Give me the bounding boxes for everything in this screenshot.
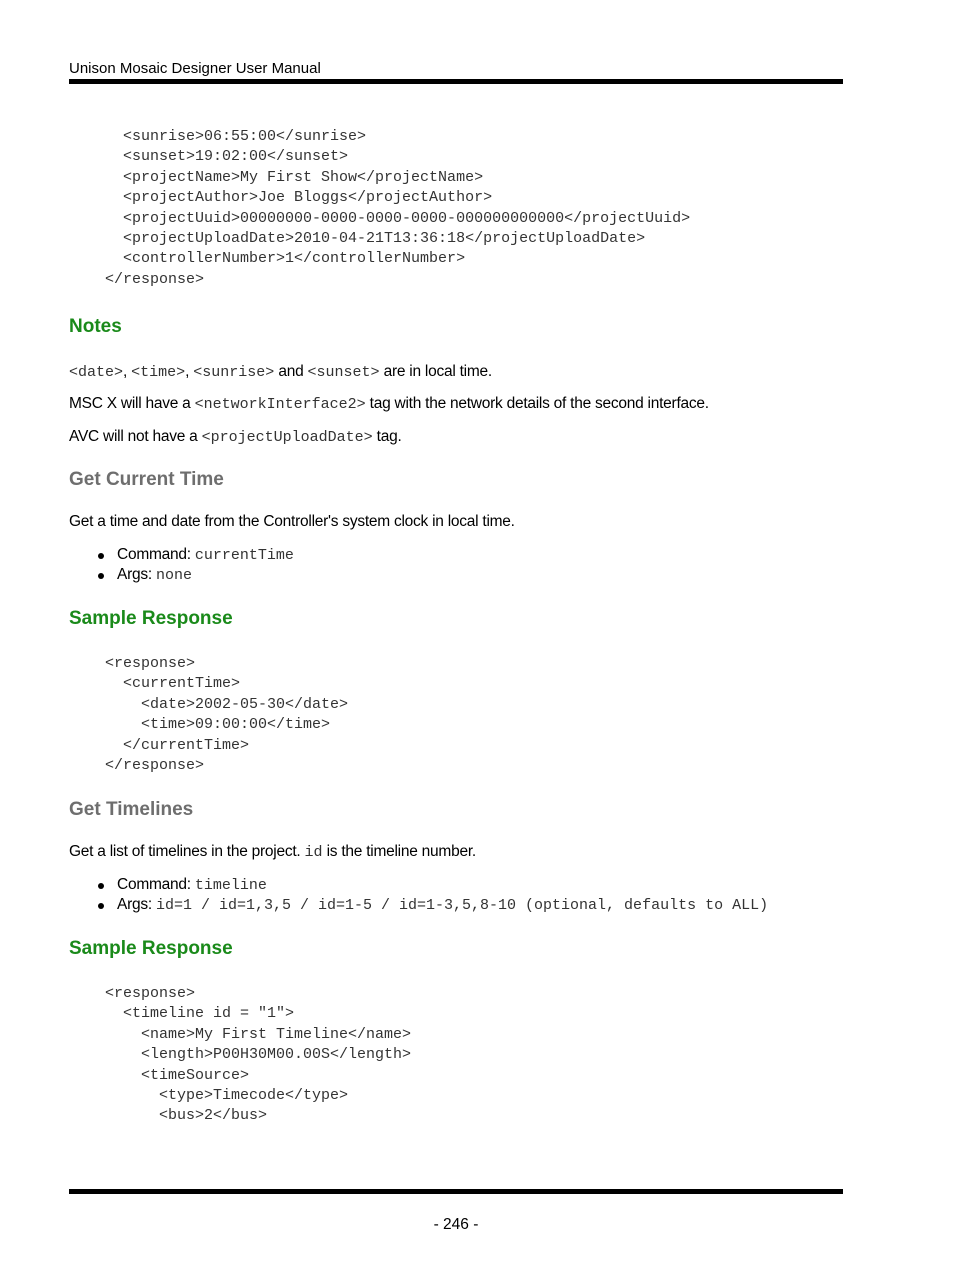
code-line: </currentTime>	[69, 736, 250, 754]
list-item	[69, 875, 768, 895]
notes-paragraph-avc	[69, 427, 402, 448]
list-item	[69, 895, 768, 915]
paragraph-text: MSC X will have a	[69, 395, 195, 412]
code-line: <type>Timecode</type>	[69, 1086, 349, 1104]
footer-rule	[69, 1189, 843, 1194]
separator-text: ,	[123, 363, 132, 380]
get-current-time-bullets	[69, 545, 294, 585]
code-line: <timeline id = "1">	[69, 1005, 295, 1023]
paragraph-text: Get a list of timelines in the project.	[69, 843, 305, 860]
get-timelines-description	[69, 842, 476, 863]
header-rule	[69, 79, 843, 84]
page-number: - 246 -	[433, 1216, 479, 1233]
command-value: currentTime	[194, 547, 294, 564]
bullet-icon	[98, 553, 104, 559]
list-item	[69, 565, 294, 585]
manual-title: Unison Mosaic Designer User Manual	[69, 60, 321, 77]
code-line: <name>My First Timeline</name>	[69, 1025, 412, 1043]
inline-code-id: id	[304, 844, 323, 861]
inline-code-sunrise: <sunrise>	[193, 364, 275, 381]
inline-code-date: <date>	[69, 364, 124, 381]
args-label: Args:	[117, 896, 156, 913]
inline-code-sunset: <sunset>	[307, 364, 380, 381]
get-timelines-heading: Get Timelines	[69, 799, 194, 820]
bullet-icon	[98, 903, 104, 909]
inline-code-network-interface: <networkInterface2>	[194, 396, 366, 413]
command-label: Command:	[117, 546, 195, 563]
conjunction-text: and	[274, 363, 308, 380]
args-value: id=1 / id=1,3,5 / id=1-5 / id=1-3,5,8-10 (optional, defaults to ALL)	[155, 897, 769, 914]
command-value: timeline	[194, 877, 267, 894]
code-line: <sunrise>06:55:00</sunrise>	[69, 128, 367, 145]
get-current-time-heading: Get Current Time	[69, 469, 224, 490]
get-timelines-bullets	[69, 875, 768, 915]
code-line: </response>	[69, 756, 205, 774]
code-line: <sunset>19:02:00</sunset>	[69, 148, 349, 166]
bullet-icon	[98, 883, 104, 889]
notes-paragraph-local-time	[69, 362, 492, 383]
list-item	[69, 545, 294, 565]
code-line: <time>09:00:00</time>	[69, 716, 331, 734]
code-line: <projectAuthor>Joe Bloggs</projectAuthor>	[69, 189, 493, 207]
args-label: Args:	[117, 566, 156, 583]
inline-code-project-upload-date: <projectUploadDate>	[201, 429, 373, 446]
args-value: none	[155, 567, 192, 584]
sample-response-heading: Sample Response	[69, 938, 233, 959]
paragraph-text: is the timeline number.	[322, 843, 476, 860]
code-line: <projectName>My First Show</projectName>	[69, 168, 484, 186]
response-code-block	[69, 127, 690, 290]
paragraph-text: tag with the network details of the second interface.	[365, 395, 709, 412]
code-line: <response>	[69, 655, 196, 672]
code-line: <response>	[69, 985, 196, 1002]
bullet-icon	[98, 573, 104, 579]
code-line: <projectUploadDate>2010-04-21T13:36:18</projectUploadDate>	[69, 229, 646, 247]
inline-code-time: <time>	[131, 364, 186, 381]
notes-heading: Notes	[69, 316, 122, 337]
code-line: <currentTime>	[69, 675, 241, 693]
get-current-time-description: Get a time and date from the Controller's system clock in local time.	[69, 513, 515, 530]
sample-response-heading: Sample Response	[69, 608, 233, 629]
separator-text: ,	[185, 363, 194, 380]
code-line: <timeSource>	[69, 1066, 250, 1084]
code-line: </response>	[69, 270, 205, 288]
code-line: <projectUuid>00000000-0000-0000-0000-000000000000</projectUuid>	[69, 209, 691, 227]
current-time-response-code-block	[69, 654, 348, 776]
code-line: <bus>2</bus>	[69, 1107, 268, 1125]
paragraph-text: AVC will not have a	[69, 428, 202, 445]
code-line: <length>P00H30M00.00S</length>	[69, 1046, 412, 1064]
paragraph-text: are in local time.	[379, 363, 492, 380]
notes-paragraph-msc-x	[69, 394, 709, 415]
command-label: Command:	[117, 876, 195, 893]
paragraph-text: tag.	[372, 428, 402, 445]
code-line: <controllerNumber>1</controllerNumber>	[69, 250, 466, 268]
timeline-response-code-block	[69, 984, 411, 1127]
code-line: <date>2002-05-30</date>	[69, 695, 349, 713]
